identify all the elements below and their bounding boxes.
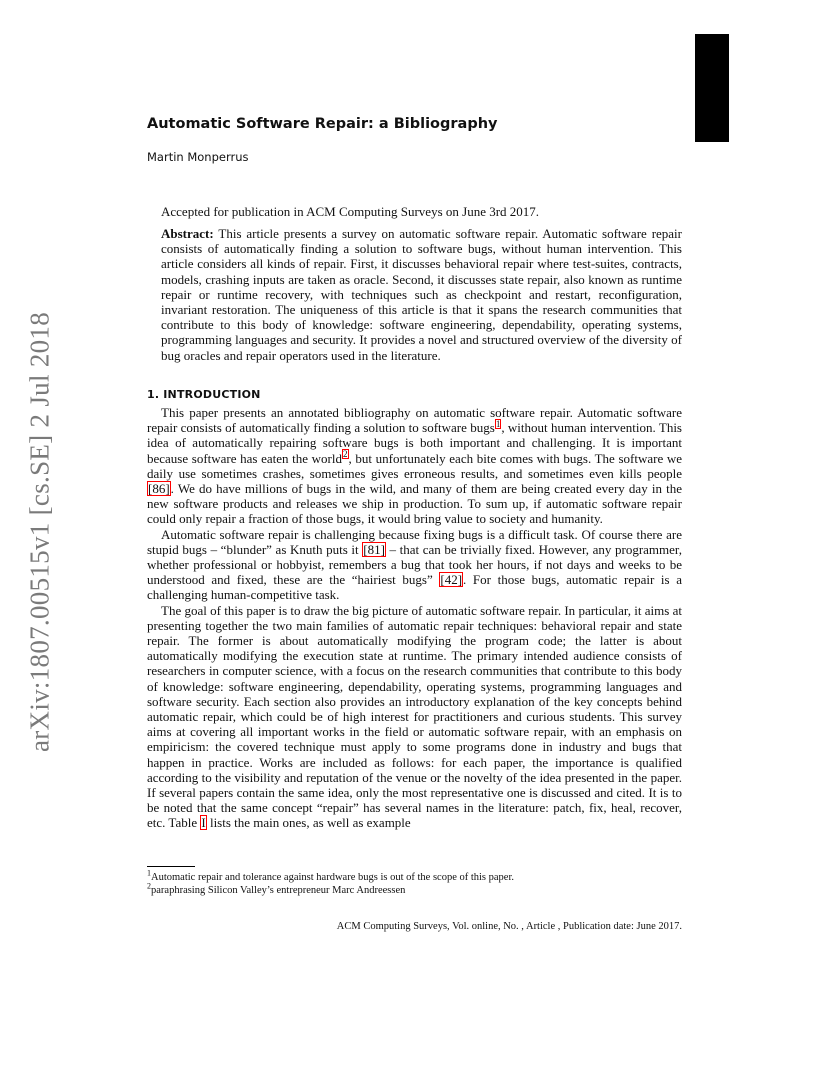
footnote-mark: 1 bbox=[147, 868, 151, 878]
abstract-text: This article presents a survey on automatic software repair. Automatic software repair consists of automatically finding a solution to software bugs, without human intervention. This article considers all kinds of repair. First, it discusses behavioral repair where test-suites, contracts, models, crashing inputs are taken as oracle. Second, it discusses state repair, also known as runtime repair or runtime recovery, with techniques such as checkpoint and restart, reconfiguration, invariant restoration. The uniqueness of this article is that it spans the research communities that contribute to this body of knowledge: software engineering, dependability, operating systems, programming languages and security. It provides a novel and structured overview of the diversity of bug oracles and repair operators used in the literature. bbox=[161, 226, 682, 363]
footnote-2 bbox=[147, 881, 682, 897]
arxiv-side-stamp: arXiv:1807.00515v1 [cs.SE] 2 Jul 2018 bbox=[24, 311, 55, 753]
corner-black-block bbox=[695, 34, 729, 142]
footnote-link-1[interactable]: 1 bbox=[495, 418, 501, 429]
paper-title: Automatic Software Repair: a Bibliography bbox=[147, 116, 498, 132]
paragraph-text: . We do have millions of bugs in the wild, and many of them are being created every day in the new software products and releases we ship in production. To sum up, if automatic software repair could only repair a fraction of those bugs, it would bring value to society and humanity. bbox=[147, 481, 682, 527]
paragraph-text: , but unfortunately each bite comes with bugs. The software we daily use sometimes crashes, sometimes gives erroneous results, and sometimes even kills people bbox=[147, 450, 682, 481]
footnote-text: paraphrasing Silicon Valley’s entrepreneur Marc Andreessen bbox=[151, 885, 406, 896]
paragraph-text: The goal of this paper is to draw the big picture of automatic software repair. In particular, it aims at presenting together the two main families of automatic repair techniques: behavioral repair and state repair. The former is about automatically modifying the program code; the latter is about automatically modifying the execution state at runtime. The primary intended audience consists of researchers in computer science, with a focus on the research communities that contribute to this body of knowledge: software engineering, dependability, operating systems, programming languages and software security. Each section also provides an introductory explanation of the key concepts behind automatic repair, which could be of high interest for practitioners and curious students. This survey aims at covering all important works in the field or automatic software repair, with an emphasis on empiricism: the covered technique must apply to some programs done in industry and bugs that happen in practice. Works are included as follows: for each paper, the importance is qualified according to the visibility and reputation of the venue or the novelty of the idea presented in the paper. If several papers contain the same idea, only the most representative one is discussed and cited. It is to be noted that the same concept “repair” has several names in the literature: patch, fix, heal, recover, etc. Table bbox=[147, 602, 682, 831]
intro-paragraph-3 bbox=[147, 603, 682, 831]
footnote-1 bbox=[147, 868, 682, 884]
page-footer: ACM Computing Surveys, Vol. online, No. , Article , Publication date: June 2017. bbox=[336, 921, 682, 932]
abstract-label: Abstract: bbox=[161, 226, 214, 241]
introduction-body bbox=[147, 405, 682, 831]
footnote-rule bbox=[147, 866, 195, 867]
paragraph-text: , without human intervention. This idea of automatically repairing software bugs is both important and challenging. It is important because software has eaten the world bbox=[147, 420, 682, 466]
citation-link-81[interactable]: [81] bbox=[363, 541, 385, 557]
intro-paragraph-1 bbox=[147, 405, 682, 527]
section-heading-introduction: 1. INTRODUCTION bbox=[147, 388, 261, 401]
intro-paragraph-2 bbox=[147, 527, 682, 603]
table-link-1[interactable]: I bbox=[201, 815, 206, 831]
paragraph-text: This paper presents an annotated bibliography on automatic software repair. Automatic software repair consists of automatically finding a solution to software bugs bbox=[147, 405, 682, 436]
footnote-mark: 2 bbox=[147, 881, 151, 891]
footnote-text: Automatic repair and tolerance against hardware bugs is out of the scope of this paper. bbox=[151, 872, 515, 883]
paper-author: Martin Monperrus bbox=[147, 150, 249, 164]
paragraph-text: Automatic software repair is challenging because fixing bugs is a difficult task. Of course there are stupid bugs – “blunder” as Knuth puts it bbox=[147, 526, 682, 557]
citation-link-86[interactable]: [86] bbox=[148, 481, 170, 497]
footnote-link-2[interactable]: 2 bbox=[343, 449, 348, 460]
citation-link-42[interactable]: [42] bbox=[440, 572, 463, 588]
acceptance-note: Accepted for publication in ACM Computing Surveys on June 3rd 2017. bbox=[161, 204, 540, 219]
paragraph-text: lists the main ones, as well as example bbox=[206, 815, 411, 831]
paragraph-text: – that can be trivially fixed. However, any programmer, whether professional or hobbyist, remembers a bug that took her hours, if not days and weeks to be understood and fixed, these are the “hairiest bugs” bbox=[147, 541, 682, 588]
footnotes bbox=[147, 868, 682, 897]
abstract bbox=[161, 226, 682, 363]
paragraph-text: . For those bugs, automatic repair is a challenging human-competitive task. bbox=[147, 572, 682, 603]
